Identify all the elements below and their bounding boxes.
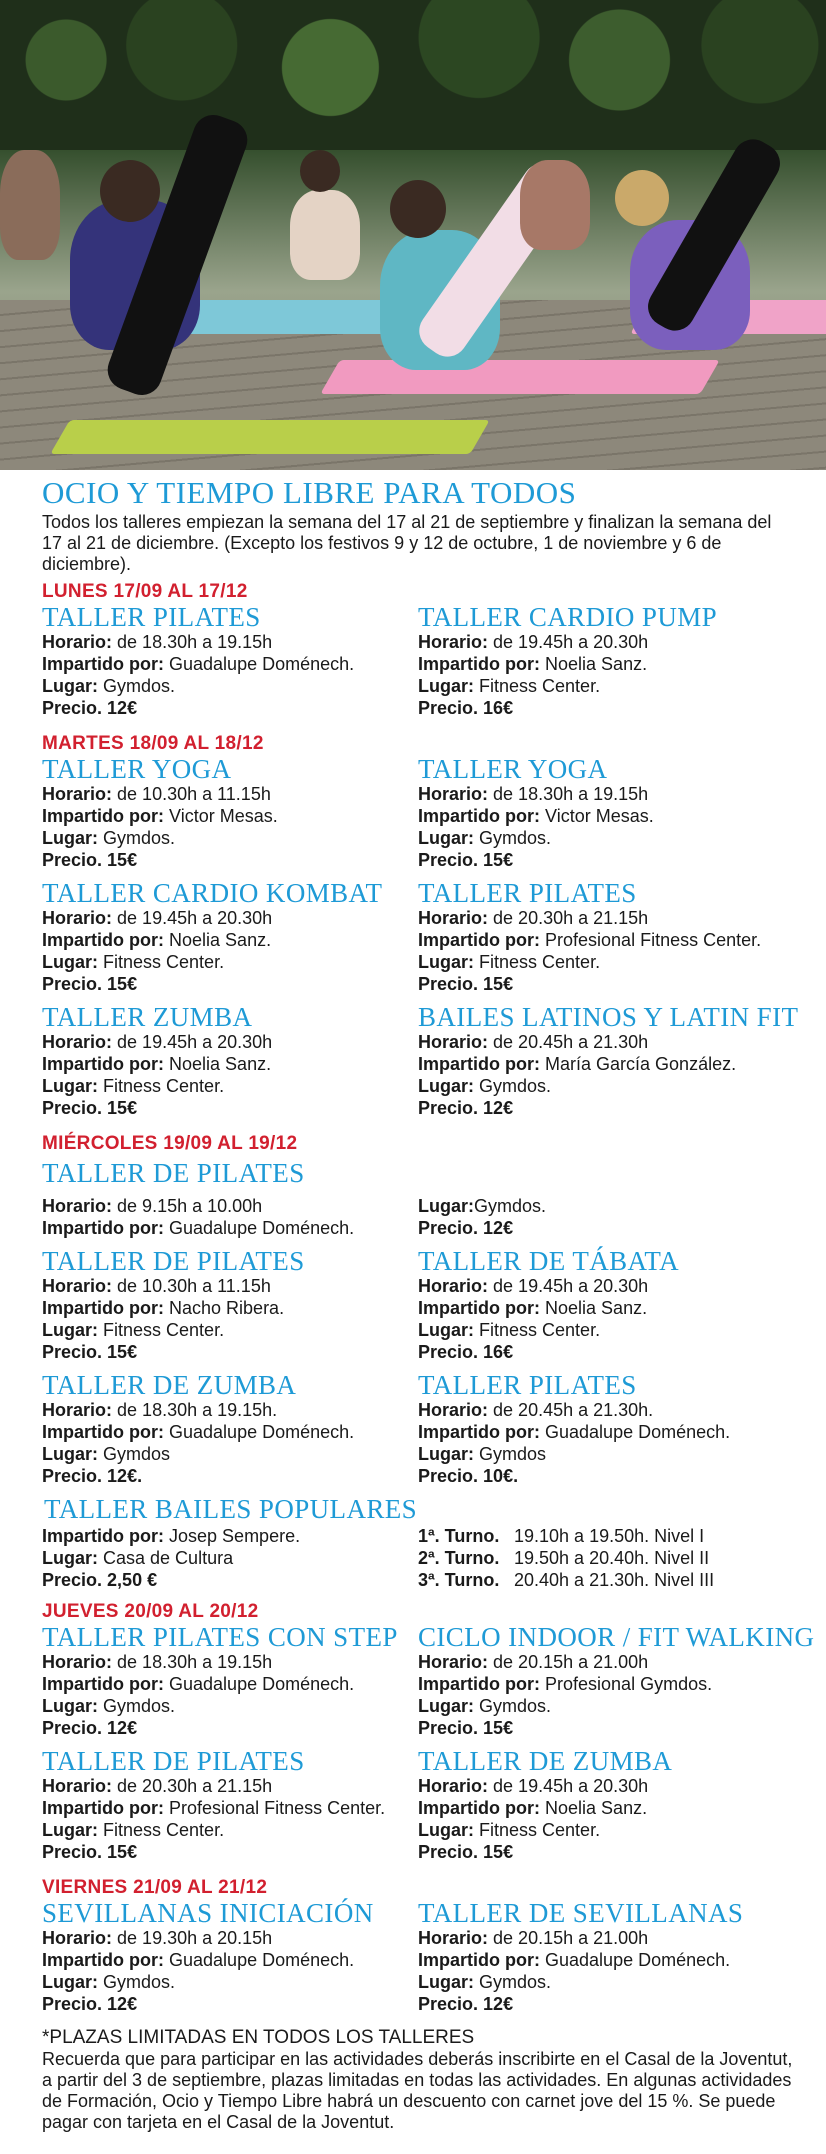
workshop-card xyxy=(42,755,418,871)
label-horario: Horario: xyxy=(42,1776,113,1796)
horario-value: de 20.45h a 21.30h xyxy=(493,1032,649,1052)
lugar-value: Fitness Center. xyxy=(479,952,601,972)
label-impartido: Impartido por: xyxy=(42,1798,164,1818)
label-lugar: Lugar: xyxy=(42,952,98,972)
label-impartido: Impartido por: xyxy=(418,1422,540,1442)
label-lugar: Lugar: xyxy=(42,1972,98,1992)
lugar-value: Fitness Center. xyxy=(103,952,225,972)
lugar-value: Gymdos. xyxy=(103,676,176,696)
horario-value: de 19.45h a 20.30h xyxy=(117,1032,273,1052)
horario-value: de 18.30h a 19.15h xyxy=(493,784,649,804)
workshop-title: TALLER BAILES POPULARES xyxy=(44,1494,418,1524)
label-horario: Horario: xyxy=(42,908,113,928)
label-lugar: Lugar: xyxy=(418,952,474,972)
precio-value: 12€ xyxy=(107,1994,138,2014)
workshop-title: TALLER PILATES xyxy=(418,1370,637,1400)
workshop-card xyxy=(418,1747,794,1863)
turnos-list xyxy=(418,1525,794,1591)
label-precio: Precio. xyxy=(42,974,103,994)
lugar-value: Casa de Cultura xyxy=(103,1548,234,1568)
horario-value: de 19.45h a 20.30h xyxy=(493,1276,649,1296)
label-impartido: Impartido por: xyxy=(418,1054,540,1074)
label-lugar: Lugar: xyxy=(418,1320,474,1340)
workshop-card xyxy=(42,1003,418,1119)
hero-trees xyxy=(0,0,826,150)
label-impartido: Impartido por: xyxy=(42,1950,164,1970)
impartido-value: Guadalupe Doménech. xyxy=(545,1950,731,1970)
impartido-value: Victor Mesas. xyxy=(169,806,278,826)
impartido-value: Profesional Gymdos. xyxy=(545,1674,713,1694)
workshop-title: TALLER PILATES CON STEP xyxy=(42,1622,398,1652)
impartido-value: María García González. xyxy=(545,1054,737,1074)
label-precio: Precio. xyxy=(42,1570,103,1590)
label-lugar: Lugar: xyxy=(418,676,474,696)
label-precio: Precio. xyxy=(418,1994,479,2014)
precio-value: 15€ xyxy=(483,974,514,994)
label-horario: Horario: xyxy=(418,1928,489,1948)
impartido-value: Noelia Sanz. xyxy=(169,1054,272,1074)
workshop-card xyxy=(42,1525,418,1591)
turno-row xyxy=(418,1547,794,1569)
label-impartido: Impartido por: xyxy=(42,1422,164,1442)
label-impartido: Impartido por: xyxy=(42,1298,164,1318)
lugar-value: Gymdos xyxy=(479,1444,547,1464)
label-precio: Precio. xyxy=(42,850,103,870)
workshop-card xyxy=(42,1195,418,1239)
precio-value: 15€ xyxy=(483,1718,514,1738)
precio-value: 15€ xyxy=(483,1842,514,1862)
label-horario: Horario: xyxy=(418,1400,489,1420)
label-lugar: Lugar: xyxy=(418,1696,474,1716)
label-impartido: Impartido por: xyxy=(418,930,540,950)
label-precio: Precio. xyxy=(418,1218,479,1238)
horario-value: de 19.45h a 20.30h xyxy=(493,1776,649,1796)
label-precio: Precio. xyxy=(42,1466,103,1486)
impartido-value: Guadalupe Doménech. xyxy=(545,1422,731,1442)
horario-value: de 20.15h a 21.00h xyxy=(493,1652,649,1672)
label-horario: Horario: xyxy=(418,1776,489,1796)
schedule-content xyxy=(42,470,815,2133)
lugar-value: Fitness Center. xyxy=(103,1820,225,1840)
day-heading-miercoles: MIÉRCOLES 19/09 AL 19/12 xyxy=(42,1133,298,1154)
turno-label: 1ª. Turno. xyxy=(418,1526,500,1546)
intro-text: Todos los talleres empiezan la semana del 17 al 21 de septiembre y finalizan la semana del 17 al 21 de diciembre. (Excepto los festivos 9 y 12 de octubre, 1 de noviembre y 6 de diciembre). xyxy=(42,512,772,574)
label-impartido: Impartido por: xyxy=(42,806,164,826)
label-lugar: Lugar: xyxy=(418,828,474,848)
workshop-title: TALLER YOGA xyxy=(418,754,608,784)
workshop-title: TALLER CARDIO PUMP xyxy=(418,602,718,632)
horario-value: de 18.30h a 19.15h xyxy=(117,632,273,652)
label-horario: Horario: xyxy=(418,908,489,928)
horario-value: de 18.30h a 19.15h. xyxy=(117,1400,278,1420)
label-precio: Precio. xyxy=(42,1342,103,1362)
lugar-value: Gymdos. xyxy=(103,828,176,848)
lugar-value: Gymdos. xyxy=(474,1196,547,1216)
workshop-title: TALLER DE ZUMBA xyxy=(418,1746,673,1776)
impartido-value: Guadalupe Doménech. xyxy=(169,1422,355,1442)
lugar-value: Fitness Center. xyxy=(479,1820,601,1840)
label-precio: Precio. xyxy=(42,698,103,718)
label-precio: Precio. xyxy=(42,1098,103,1118)
label-lugar: Lugar: xyxy=(42,676,98,696)
workshop-title: SEVILLANAS INICIACIÓN xyxy=(42,1898,374,1928)
label-precio: Precio. xyxy=(418,1718,479,1738)
impartido-value: Noelia Sanz. xyxy=(545,1298,648,1318)
lugar-value: Gymdos. xyxy=(103,1696,176,1716)
lugar-value: Gymdos. xyxy=(479,1696,552,1716)
workshop-card xyxy=(418,1622,815,1739)
label-precio: Precio. xyxy=(42,1994,103,2014)
workshop-card xyxy=(42,1747,418,1863)
horario-value: de 10.30h a 11.15h xyxy=(117,784,271,804)
workshop-title: TALLER DE ZUMBA xyxy=(42,1370,297,1400)
label-precio: Precio. xyxy=(418,1098,479,1118)
lugar-value: Gymdos. xyxy=(479,1972,552,1992)
label-lugar: Lugar: xyxy=(42,1320,98,1340)
workshop-title: TALLER DE PILATES xyxy=(42,1746,305,1776)
workshop-title: TALLER DE PILATES xyxy=(42,1158,305,1188)
turno-label: 3ª. Turno. xyxy=(418,1570,500,1590)
precio-value: 15€ xyxy=(107,1842,138,1862)
label-precio: Precio. xyxy=(418,1466,479,1486)
precio-value: 12€ xyxy=(483,1218,514,1238)
workshop-card xyxy=(418,879,794,995)
lugar-value: Fitness Center. xyxy=(479,676,601,696)
horario-value: de 20.30h a 21.15h xyxy=(493,908,649,928)
impartido-value: Guadalupe Doménech. xyxy=(169,1674,355,1694)
label-lugar: Lugar: xyxy=(42,1820,98,1840)
label-precio: Precio. xyxy=(42,1842,103,1862)
label-impartido: Impartido por: xyxy=(42,930,164,950)
turno-value: 20.40h a 21.30h. Nivel III xyxy=(514,1570,715,1590)
lugar-value: Gymdos. xyxy=(103,1972,176,1992)
lugar-value: Gymdos. xyxy=(479,828,552,848)
label-impartido: Impartido por: xyxy=(418,1798,540,1818)
precio-value: 16€ xyxy=(483,1342,514,1362)
impartido-value: Guadalupe Doménech. xyxy=(169,1218,355,1238)
label-lugar: Lugar: xyxy=(418,1820,474,1840)
workshop-title: CICLO INDOOR / FIT WALKING xyxy=(418,1622,815,1652)
turno-value: 19.50h a 20.40h. Nivel II xyxy=(514,1548,710,1568)
page-title: OCIO Y TIEMPO LIBRE PARA TODOS xyxy=(42,475,577,510)
day-heading-martes: MARTES 18/09 AL 18/12 xyxy=(42,733,264,754)
workshop-card xyxy=(42,1899,418,2015)
lugar-value: Gymdos xyxy=(103,1444,171,1464)
lugar-value: Fitness Center. xyxy=(479,1320,601,1340)
turno-label: 2ª. Turno. xyxy=(418,1548,500,1568)
horario-value: de 19.30h a 20.15h xyxy=(117,1928,273,1948)
label-impartido: Impartido por: xyxy=(418,1298,540,1318)
lugar-value: Fitness Center. xyxy=(103,1320,225,1340)
impartido-value: Victor Mesas. xyxy=(545,806,654,826)
horario-value: de 20.15h a 21.00h xyxy=(493,1928,649,1948)
workshop-card-extra xyxy=(418,1195,794,1239)
impartido-value: Guadalupe Doménech. xyxy=(169,1950,355,1970)
workshop-title: TALLER PILATES xyxy=(42,602,261,632)
workshop-title: TALLER DE PILATES xyxy=(42,1246,305,1276)
limited-places-note: *PLAZAS LIMITADAS EN TODOS LOS TALLERES xyxy=(42,2027,475,2048)
workshop-card xyxy=(418,1002,799,1119)
impartido-value: Profesional Fitness Center. xyxy=(169,1798,386,1818)
label-horario: Horario: xyxy=(418,1276,489,1296)
lugar-value: Fitness Center. xyxy=(103,1076,225,1096)
impartido-value: Noelia Sanz. xyxy=(545,1798,648,1818)
day-heading-lunes: LUNES 17/09 AL 17/12 xyxy=(42,581,248,602)
workshop-card xyxy=(42,1247,418,1363)
label-horario: Horario: xyxy=(42,1928,113,1948)
precio-value: 15€ xyxy=(107,850,138,870)
label-precio: Precio. xyxy=(418,1842,479,1862)
precio-value: 15€ xyxy=(107,1098,138,1118)
impartido-value: Noelia Sanz. xyxy=(545,654,648,674)
horario-value: de 19.45h a 20.30h xyxy=(493,632,649,652)
label-precio: Precio. xyxy=(418,1342,479,1362)
label-impartido: Impartido por: xyxy=(418,1950,540,1970)
workshop-card xyxy=(418,1899,794,2015)
label-horario: Horario: xyxy=(42,1652,113,1672)
impartido-value: Nacho Ribera. xyxy=(169,1298,285,1318)
impartido-value: Guadalupe Doménech. xyxy=(169,654,355,674)
impartido-value: Josep Sempere. xyxy=(169,1526,301,1546)
workshop-card xyxy=(42,879,418,995)
horario-value: de 18.30h a 19.15h xyxy=(117,1652,273,1672)
label-precio: Precio. xyxy=(418,974,479,994)
horario-value: de 20.30h a 21.15h xyxy=(117,1776,273,1796)
label-horario: Horario: xyxy=(418,632,489,652)
turno-row xyxy=(418,1569,794,1591)
precio-value: 12€ xyxy=(483,1098,514,1118)
precio-value: 10€. xyxy=(483,1466,519,1486)
label-horario: Horario: xyxy=(42,1400,113,1420)
workshop-card xyxy=(42,603,418,719)
precio-value: 12€ xyxy=(107,698,138,718)
label-lugar: Lugar: xyxy=(42,1444,98,1464)
precio-value: 12€ xyxy=(483,1994,514,2014)
impartido-value: Noelia Sanz. xyxy=(169,930,272,950)
label-horario: Horario: xyxy=(418,784,489,804)
label-horario: Horario: xyxy=(42,1196,113,1216)
label-precio: Precio. xyxy=(418,850,479,870)
label-lugar: Lugar: xyxy=(42,1548,98,1568)
workshop-title: TALLER PILATES xyxy=(418,878,637,908)
turno-value: 19.10h a 19.50h. Nivel I xyxy=(514,1526,705,1546)
precio-value: 15€ xyxy=(483,850,514,870)
label-impartido: Impartido por: xyxy=(42,654,164,674)
label-impartido: Impartido por: xyxy=(42,1218,164,1238)
footer-text: Recuerda que para participar en las actividades deberás inscribirte en el Casal de la Joventut, a partir del 3 de septiembre, plazas limitadas en todas las actividades. En algunas actividades de Formación, Ocio y Tiempo Libre habrá un descuento con carnet jove del 15 %. Se puede pagar con tarjeta en el Casal de la Joventut. xyxy=(42,2049,793,2132)
horario-value: de 10.30h a 11.15h xyxy=(117,1276,271,1296)
label-horario: Horario: xyxy=(418,1032,489,1052)
workshop-title: TALLER DE TÁBATA xyxy=(418,1246,680,1276)
precio-value: 16€ xyxy=(483,698,514,718)
precio-value: 15€ xyxy=(107,974,138,994)
label-horario: Horario: xyxy=(42,784,113,804)
impartido-value: Profesional Fitness Center. xyxy=(545,930,762,950)
workshop-title: BAILES LATINOS Y LATIN FIT xyxy=(418,1002,799,1032)
horario-value: de 20.45h a 21.30h. xyxy=(493,1400,654,1420)
label-impartido: Impartido por: xyxy=(418,1674,540,1694)
workshop-title: TALLER ZUMBA xyxy=(42,1002,253,1032)
label-precio: Precio. xyxy=(418,698,479,718)
workshop-card xyxy=(418,1371,794,1487)
label-horario: Horario: xyxy=(42,1032,113,1052)
label-horario: Horario: xyxy=(418,1652,489,1672)
workshop-card xyxy=(42,1371,418,1487)
day-heading-viernes: VIERNES 21/09 AL 21/12 xyxy=(42,1877,268,1898)
label-lugar: Lugar: xyxy=(42,1696,98,1716)
label-lugar: Lugar: xyxy=(418,1444,474,1464)
label-impartido: Impartido por: xyxy=(418,654,540,674)
precio-value: 15€ xyxy=(107,1342,138,1362)
workshop-title: TALLER CARDIO KOMBAT xyxy=(42,878,383,908)
horario-value: de 19.45h a 20.30h xyxy=(117,908,273,928)
label-impartido: Impartido por: xyxy=(42,1674,164,1694)
label-lugar: Lugar: xyxy=(42,1076,98,1096)
day-heading-jueves: JUEVES 20/09 AL 20/12 xyxy=(42,1601,259,1622)
label-lugar: Lugar: xyxy=(418,1196,474,1216)
horario-value: de 9.15h a 10.00h xyxy=(117,1196,263,1216)
label-horario: Horario: xyxy=(42,1276,113,1296)
workshop-title: TALLER DE SEVILLANAS xyxy=(418,1898,744,1928)
label-impartido: Impartido por: xyxy=(42,1526,164,1546)
label-lugar: Lugar: xyxy=(42,828,98,848)
label-horario: Horario: xyxy=(42,632,113,652)
workshop-card xyxy=(42,1623,418,1739)
label-impartido: Impartido por: xyxy=(42,1054,164,1074)
precio-value: 12€ xyxy=(107,1718,138,1738)
label-lugar: Lugar: xyxy=(418,1076,474,1096)
lugar-value: Gymdos. xyxy=(479,1076,552,1096)
turno-row xyxy=(418,1525,794,1547)
label-precio: Precio. xyxy=(42,1718,103,1738)
label-impartido: Impartido por: xyxy=(418,806,540,826)
workshop-title: TALLER YOGA xyxy=(42,754,232,784)
workshop-card xyxy=(418,603,794,719)
workshop-card xyxy=(418,1247,794,1363)
precio-value: 12€. xyxy=(107,1466,143,1486)
hero-photo-yoga-class xyxy=(0,0,826,470)
label-lugar: Lugar: xyxy=(418,1972,474,1992)
precio-value: 2,50 € xyxy=(107,1570,158,1590)
workshop-card xyxy=(418,755,794,871)
